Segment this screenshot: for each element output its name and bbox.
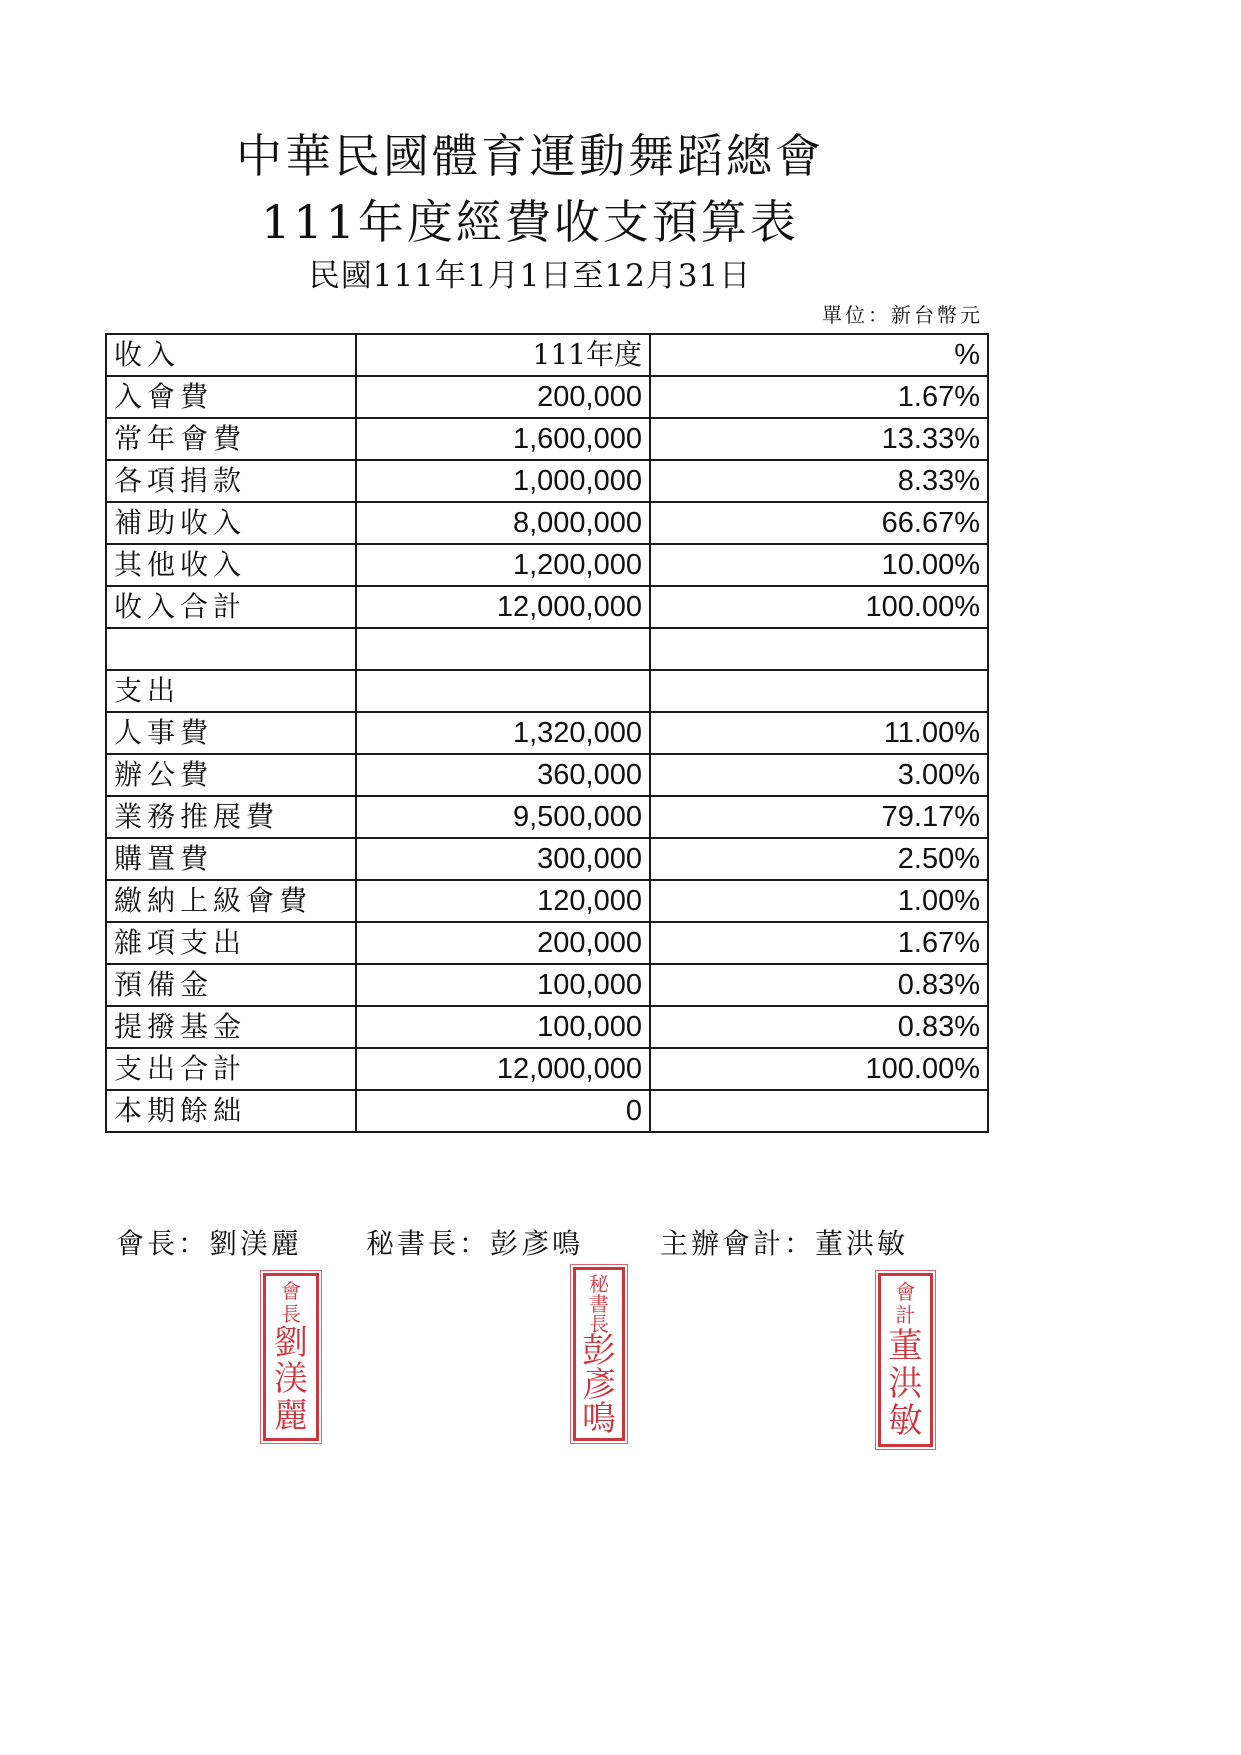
row-percent: 100.00% (650, 586, 988, 628)
seal-char: 長 (281, 1301, 301, 1326)
row-item: 辦公費 (106, 754, 356, 796)
row-amount: 120,000 (356, 880, 650, 922)
seal-char: 彭 (582, 1331, 616, 1371)
seal-char: 彥 (582, 1365, 616, 1405)
row-item: 各項捐款 (106, 460, 356, 502)
seal-char: 長 (589, 1312, 609, 1336)
income-section-label: 收入 (106, 334, 356, 376)
row-percent (650, 670, 988, 712)
currency-unit-note: 單位：新台幣元 (822, 303, 983, 327)
row-item: 本期餘絀 (106, 1090, 356, 1132)
table-row (106, 964, 988, 1006)
signature-line (116, 1222, 1016, 1262)
chairman-seal-stamp (263, 1273, 319, 1441)
percent-header: % (650, 334, 988, 376)
expense-section-label: 支出 (106, 670, 356, 712)
blank-row (106, 628, 988, 670)
seal-char: 書 (589, 1292, 609, 1316)
table-row (106, 502, 988, 544)
row-percent: 0.83% (650, 1006, 988, 1048)
row-amount: 1,600,000 (356, 418, 650, 460)
row-percent: 13.33% (650, 418, 988, 460)
row-item: 常年會費 (106, 418, 356, 460)
table-row (106, 376, 988, 418)
seal-char: 會 (895, 1279, 916, 1304)
row-item: 入會費 (106, 376, 356, 418)
income-total-row (106, 586, 988, 628)
row-amount: 9,500,000 (356, 796, 650, 838)
row-item: 業務推展費 (106, 796, 356, 838)
row-amount: 200,000 (356, 922, 650, 964)
row-amount: 1,200,000 (356, 544, 650, 586)
expense-section-row (106, 670, 988, 712)
row-item: 補助收入 (106, 502, 356, 544)
row-item (106, 628, 356, 670)
secretary-general-seal-stamp (573, 1267, 625, 1441)
row-amount: 300,000 (356, 838, 650, 880)
row-percent: 1.00% (650, 880, 988, 922)
seal-char: 會 (281, 1279, 301, 1304)
row-amount: 8,000,000 (356, 502, 650, 544)
balance-row (106, 1090, 988, 1132)
row-amount: 100,000 (356, 964, 650, 1006)
table-header-row (106, 334, 988, 376)
row-amount: 100,000 (356, 1006, 650, 1048)
document-title: 111年度經費收支預算表 (261, 195, 799, 249)
seal-char: 渼 (274, 1359, 308, 1400)
seal-char: 劉 (274, 1322, 308, 1363)
row-percent: 10.00% (650, 544, 988, 586)
period-subtitle: 民國111年1月1日至12月31日 (308, 258, 752, 294)
row-percent: 1.67% (650, 922, 988, 964)
table-row (106, 1006, 988, 1048)
table-row (106, 754, 988, 796)
row-item: 預備金 (106, 964, 356, 1006)
row-item: 其他收入 (106, 544, 356, 586)
seal-char: 洪 (888, 1363, 923, 1404)
table-row (106, 838, 988, 880)
row-amount: 200,000 (356, 376, 650, 418)
row-percent: 1.67% (650, 376, 988, 418)
row-item: 收入合計 (106, 586, 356, 628)
row-percent: 0.83% (650, 964, 988, 1006)
expense-total-row (106, 1048, 988, 1090)
table-row (106, 922, 988, 964)
row-percent: 2.50% (650, 838, 988, 880)
row-percent: 11.00% (650, 712, 988, 754)
budget-table (105, 333, 989, 1133)
table-row (106, 460, 988, 502)
seal-char: 鳴 (582, 1399, 616, 1439)
row-amount (356, 670, 650, 712)
fiscal-year-header: 111年度 (356, 334, 650, 376)
chairman-signature-label: 會長：劉渼麗 (116, 1227, 303, 1260)
row-amount: 360,000 (356, 754, 650, 796)
seal-char: 麗 (274, 1395, 308, 1436)
organization-title: 中華民國體育運動舞蹈總會 (236, 129, 824, 183)
row-amount: 12,000,000 (356, 1048, 650, 1090)
row-percent (650, 1090, 988, 1132)
row-amount: 1,320,000 (356, 712, 650, 754)
seal-char: 董 (888, 1325, 923, 1366)
chief-accountant-seal-stamp (878, 1273, 933, 1447)
seal-char: 敏 (888, 1401, 923, 1442)
row-percent: 66.67% (650, 502, 988, 544)
table-row (106, 418, 988, 460)
table-row (106, 796, 988, 838)
row-item: 支出合計 (106, 1048, 356, 1090)
table-row (106, 712, 988, 754)
row-amount (356, 628, 650, 670)
chief-accountant-signature-label: 主辦會計：董洪敏 (660, 1227, 909, 1260)
row-amount: 12,000,000 (356, 586, 650, 628)
row-item: 雜項支出 (106, 922, 356, 964)
row-item: 人事費 (106, 712, 356, 754)
table-row (106, 880, 988, 922)
seal-char: 計 (895, 1303, 916, 1328)
row-item: 繳納上級會費 (106, 880, 356, 922)
seal-char: 秘 (589, 1272, 609, 1296)
row-amount: 1,000,000 (356, 460, 650, 502)
row-percent: 8.33% (650, 460, 988, 502)
row-item: 購置費 (106, 838, 356, 880)
row-percent: 3.00% (650, 754, 988, 796)
row-percent (650, 628, 988, 670)
table-row (106, 544, 988, 586)
row-percent: 100.00% (650, 1048, 988, 1090)
row-percent: 79.17% (650, 796, 988, 838)
row-item: 提撥基金 (106, 1006, 356, 1048)
row-amount: 0 (356, 1090, 650, 1132)
secretary-general-signature-label: 秘書長：彭彥鳴 (366, 1227, 584, 1260)
